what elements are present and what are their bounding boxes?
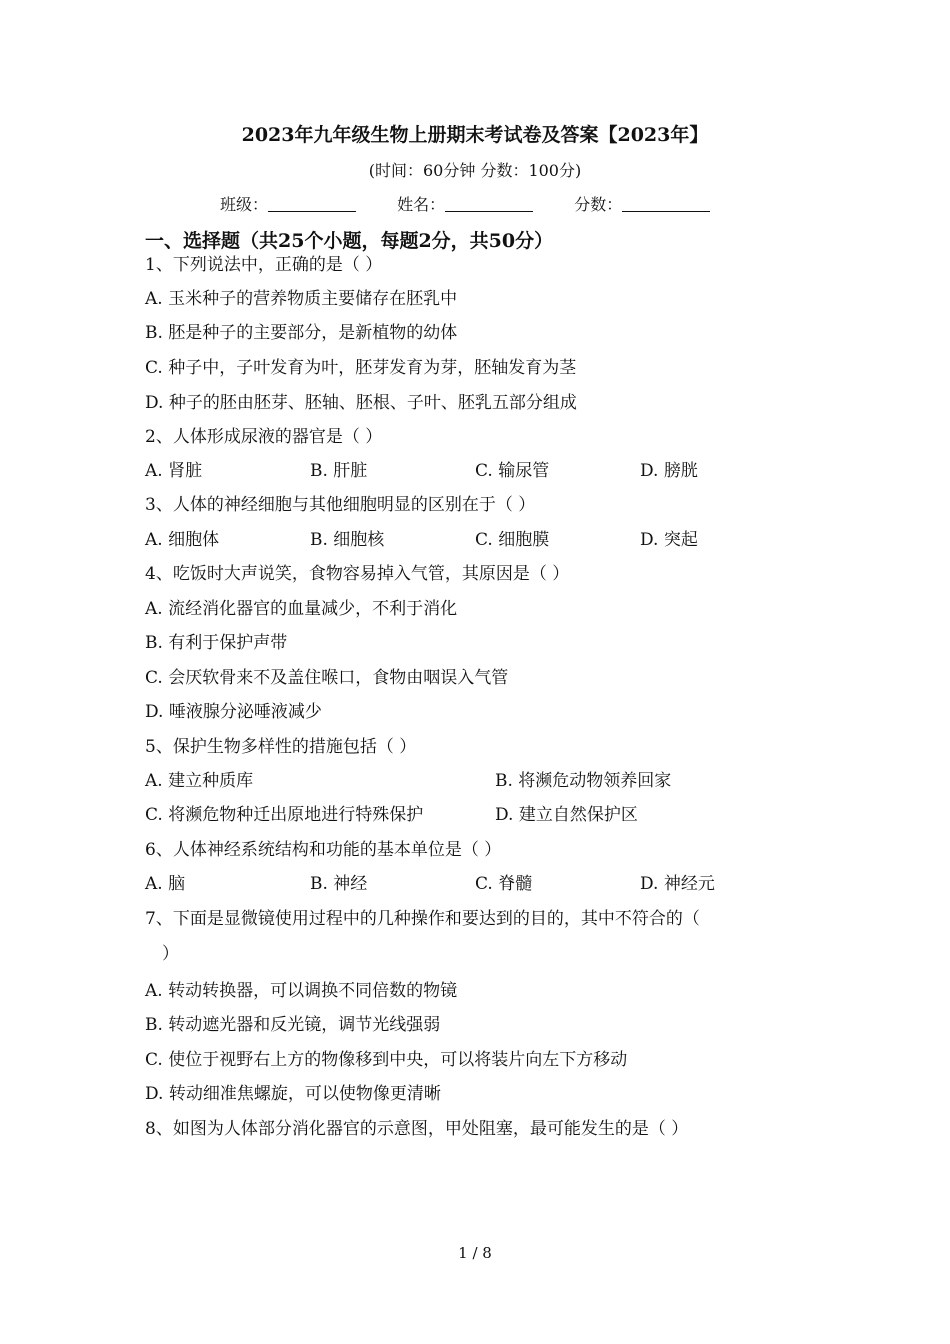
page-title: 2023年九年级生物上册期末考试卷及答案【2023年】 — [241, 124, 709, 146]
question-option: C. 脊髓 — [475, 874, 533, 894]
question-option: C. 种子中，子叶发育为叶，胚芽发育为芽，胚轴发育为茎 — [145, 358, 577, 378]
question-option: D. 种子的胚由胚芽、胚轴、胚根、子叶、胚乳五部分组成 — [145, 393, 577, 413]
question-stem: 1、下列说法中，正确的是（ ） — [145, 255, 383, 275]
question-option: B. 细胞核 — [310, 530, 385, 550]
question-option: D. 膀胱 — [640, 461, 698, 481]
page-number: 1 / 8 — [458, 1244, 492, 1262]
class-label: 班级： — [220, 195, 269, 214]
question-option: C. 细胞膜 — [475, 530, 550, 550]
question-option: B. 将濒危动物领养回家 — [495, 771, 672, 791]
name-blank — [445, 195, 533, 212]
score-blank — [622, 195, 710, 212]
question-option: D. 转动细准焦螺旋，可以使物像更清晰 — [145, 1084, 441, 1104]
name-label: 姓名： — [397, 195, 446, 214]
question-option: D. 唾液腺分泌唾液减少 — [145, 702, 322, 722]
question-option: B. 有利于保护声带 — [145, 633, 288, 653]
question-stem-continued: ） — [162, 944, 179, 964]
question-stem: 8、如图为人体部分消化器官的示意图，甲处阻塞，最可能发生的是（ ） — [145, 1119, 689, 1139]
question-option: C. 将濒危物种迁出原地进行特殊保护 — [145, 805, 424, 825]
question-option: B. 神经 — [310, 874, 368, 894]
question-stem: 4、吃饭时大声说笑，食物容易掉入气管，其原因是（ ） — [145, 564, 570, 584]
student-info-fields — [220, 194, 746, 216]
score-label: 分数： — [574, 195, 623, 214]
question-option: C. 输尿管 — [475, 461, 550, 481]
question-option: A. 玉米种子的营养物质主要储存在胚乳中 — [145, 289, 458, 309]
question-option: A. 肾脏 — [145, 461, 203, 481]
class-blank — [268, 195, 356, 212]
question-stem: 6、人体神经系统结构和功能的基本单位是（ ） — [145, 840, 502, 860]
question-stem: 7、下面是显微镜使用过程中的几种操作和要达到的目的，其中不符合的（ — [145, 909, 700, 929]
question-stem: 2、人体形成尿液的器官是（ ） — [145, 427, 383, 447]
question-stem: 5、保护生物多样性的措施包括（ ） — [145, 737, 417, 757]
exam-info: (时间：60分钟 分数：100分) — [368, 161, 582, 180]
question-option: A. 脑 — [145, 874, 186, 894]
question-option: D. 突起 — [640, 530, 698, 550]
question-option: A. 转动转换器，可以调换不同倍数的物镜 — [145, 981, 458, 1001]
question-option: A. 细胞体 — [145, 530, 220, 550]
question-option: B. 肝脏 — [310, 461, 368, 481]
section-heading: 一、选择题（共25个小题，每题2分，共50分） — [145, 230, 554, 252]
question-stem: 3、人体的神经细胞与其他细胞明显的区别在于（ ） — [145, 495, 536, 515]
question-option: B. 胚是种子的主要部分，是新植物的幼体 — [145, 323, 458, 343]
question-option: A. 建立种质库 — [145, 771, 254, 791]
question-option: D. 神经元 — [640, 874, 715, 894]
question-option: B. 转动遮光器和反光镜，调节光线强弱 — [145, 1015, 441, 1035]
question-option: C. 会厌软骨来不及盖住喉口，食物由咽误入气管 — [145, 668, 509, 688]
question-option: A. 流经消化器官的血量减少，不利于消化 — [145, 599, 458, 619]
question-option: D. 建立自然保护区 — [495, 805, 638, 825]
question-option: C. 使位于视野右上方的物像移到中央，可以将装片向左下方移动 — [145, 1050, 628, 1070]
